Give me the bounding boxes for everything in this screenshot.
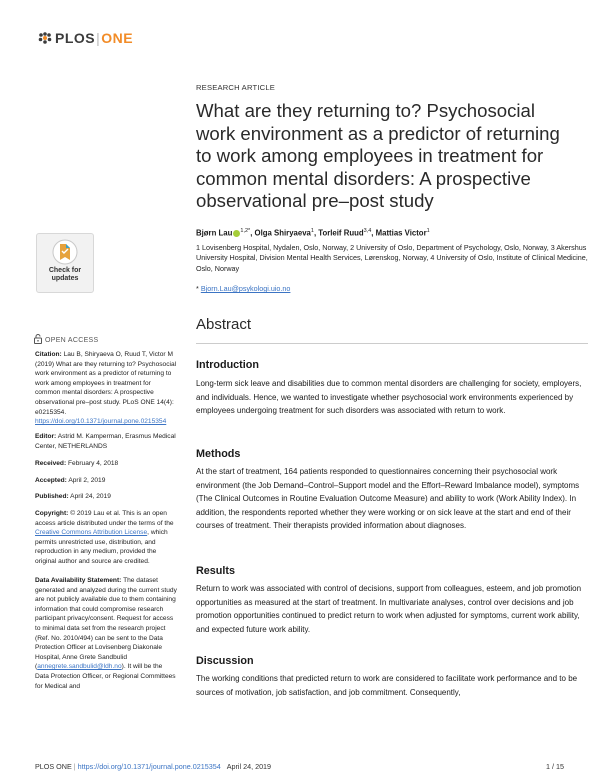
affiliations: 1 Lovisenberg Hospital, Nydalen, Oslo, Norway, 2 University of Oslo, Department of Psychology, Oslo, Norway, 3 Akershus University Hospital, Division Mental Health Services, Lørenskog, Norway, 4 University of Oslo, Institute of Clinical Medicine, Oslo, Norway bbox=[196, 243, 588, 273]
open-access-label bbox=[34, 334, 98, 344]
section-heading-results: Results bbox=[196, 565, 236, 577]
received-date: February 4, 2018 bbox=[68, 460, 119, 467]
section-text-discussion: The working conditions that predicted return to work are considered to facilitate work performance and to be sources of motivation, job satisfaction, and job commitment. Consequently, bbox=[196, 674, 578, 697]
accepted-block bbox=[35, 476, 177, 486]
data-availability-email-link[interactable]: annegrete.sandbulid@ldh.no bbox=[37, 663, 122, 671]
page-number: 1 / 15 bbox=[546, 762, 564, 771]
plos-one-logo[interactable] bbox=[38, 30, 133, 46]
footer-journal: PLOS ONE bbox=[35, 762, 72, 771]
received-label: Received: bbox=[35, 460, 67, 467]
corresponding-marker: * bbox=[196, 284, 199, 293]
copyright-label: Copyright: bbox=[35, 510, 69, 517]
author-name[interactable]: Bjørn Lau bbox=[196, 228, 233, 238]
bookmark-check-icon bbox=[52, 239, 78, 265]
logo-plos-text: PLOS bbox=[55, 30, 96, 46]
accepted-label: Accepted: bbox=[35, 477, 67, 484]
published-date: April 24, 2019 bbox=[70, 493, 111, 500]
check-for-updates-badge[interactable] bbox=[36, 233, 94, 293]
open-lock-icon bbox=[34, 334, 42, 344]
author-list: Bjørn Lau $^{1,2*}$, Olga Shiryaeva$^1$, Torleif Ruud$^{3,4}$, Mattias Victor$^1$ bbox=[196, 228, 430, 238]
author-name[interactable]: Torleif Ruud bbox=[318, 228, 364, 238]
logo-divider: | bbox=[96, 30, 101, 46]
citation-text: Lau B, Shiryaeva O, Ruud T, Victor M (2019) What are they returning to? Psychosocial work environment as a predictor of returning to work among employees in treatment for common mental disorders: A prospective observational pre–post study. PLoS ONE 14(4): e0215354. bbox=[35, 351, 177, 416]
open-access-text: OPEN ACCESS bbox=[45, 337, 99, 344]
editor-text: Astrid M. Kamperman, Erasmus Medical Center, NETHERLANDS bbox=[35, 433, 176, 450]
abstract-heading: Abstract bbox=[196, 316, 252, 333]
author-affiliation-marker: 1,2* bbox=[240, 228, 251, 234]
copyright-text: © 2019 Lau et al. This is an open access article distributed under the terms of the bbox=[35, 510, 174, 527]
received-block bbox=[35, 459, 177, 469]
published-label: Published: bbox=[35, 493, 69, 500]
section-heading-discussion: Discussion bbox=[196, 655, 254, 667]
data-availability-block bbox=[35, 576, 177, 691]
citation-doi-link[interactable]: https://doi.org/10.1371/journal.pone.0215354 bbox=[35, 418, 167, 426]
author-affiliation-marker: 1 bbox=[426, 228, 430, 234]
section-heading-introduction: Introduction bbox=[196, 359, 259, 371]
section-text-methods: At the start of treatment, 164 patients responded to questionnaires concerning their psychosocial work environment (the Job Demand–Control–Support model and the Effort–Reward Imbalance model), symptoms (The Clinical Outcomes in Routine Evaluation Outcome Measure) and ability to work (Work Ability Index). In addition, the respondents reported whether they were working or on sick leave at the start and end of their courses of treatment. Their therapists provided information about diagnoses. bbox=[196, 467, 580, 531]
editor-block bbox=[35, 432, 177, 451]
copyright-block bbox=[35, 509, 177, 567]
plos-logo-icon bbox=[38, 32, 52, 44]
check-for-updates-line2: updates bbox=[51, 275, 79, 282]
citation-label: Citation: bbox=[35, 351, 62, 358]
author-name[interactable]: Olga Shiryaeva bbox=[254, 228, 311, 238]
section-text-results: Return to work was associated with control of decisions, support from colleagues, esteem, and job promotion opportunities as measured at the start of treatment. In multivariate analyses, control over decisions and job promotion opportunities continued to predict return to work when adjusted for symptoms, current work ability, and expected future work ability. bbox=[196, 584, 582, 634]
footer-doi-link[interactable]: https://doi.org/10.1371/journal.pone.0215354 bbox=[77, 762, 221, 771]
abstract-divider bbox=[196, 343, 588, 344]
section-heading-methods: Methods bbox=[196, 448, 241, 460]
corresponding-email-link[interactable]: Bjorn.Lau@psykologi.uio.no bbox=[200, 284, 291, 293]
copyright-text-end: , which permits unrestricted use, distribution, and reproduction in any medium, provided the original author and source are credited. bbox=[35, 529, 168, 565]
accepted-date: April 2, 2019 bbox=[68, 477, 106, 484]
data-availability-text: The dataset generated and analyzed during the current study are not publicly available due to them containing information that could compromise research participant privacy/consent. Request for access to minimal data set from the research project (Ref. No. 2010/494) can be sent to the Data Protection Officer at Lovisenberg Diakonale Hospital, Anne Grete Sandbulid ( bbox=[35, 577, 177, 671]
author-name[interactable]: Mattias Victor bbox=[375, 228, 427, 238]
article-type: RESEARCH ARTICLE bbox=[196, 83, 276, 92]
corresponding-author bbox=[196, 284, 290, 293]
footer-date: April 24, 2019 bbox=[226, 762, 272, 771]
footer-left bbox=[35, 762, 271, 771]
logo-one-text: ONE bbox=[101, 30, 134, 46]
editor-label: Editor: bbox=[35, 433, 57, 440]
check-for-updates-line1: Check for bbox=[48, 267, 82, 274]
footer-separator: | bbox=[73, 762, 76, 771]
section-text-introduction: Long-term sick leave and disabilities due to common mental disorders are challenging for society, employers, and individuals. Hence, we wanted to investigate whether psychosocial work environments experienced by employees undergoing treatment for such disorders was associated with return to work. bbox=[196, 379, 582, 416]
author-affiliation-marker: 3,4 bbox=[363, 228, 372, 234]
published-block bbox=[35, 492, 177, 502]
citation-block bbox=[35, 350, 177, 427]
license-link[interactable]: Creative Commons Attribution License bbox=[35, 529, 148, 537]
author-affiliation-marker: 1 bbox=[310, 228, 314, 234]
article-title: What are they returning to? Psychosocial work environment as a predictor of returning to work among employees in treatment for common mental disorders: A prospective observational pre–post study bbox=[196, 100, 560, 211]
data-availability-text-end: ). It will be the Data Protection Officer, or Regional Committees for Medical and bbox=[35, 663, 176, 690]
data-availability-label: Data Availability Statement: bbox=[35, 577, 122, 584]
